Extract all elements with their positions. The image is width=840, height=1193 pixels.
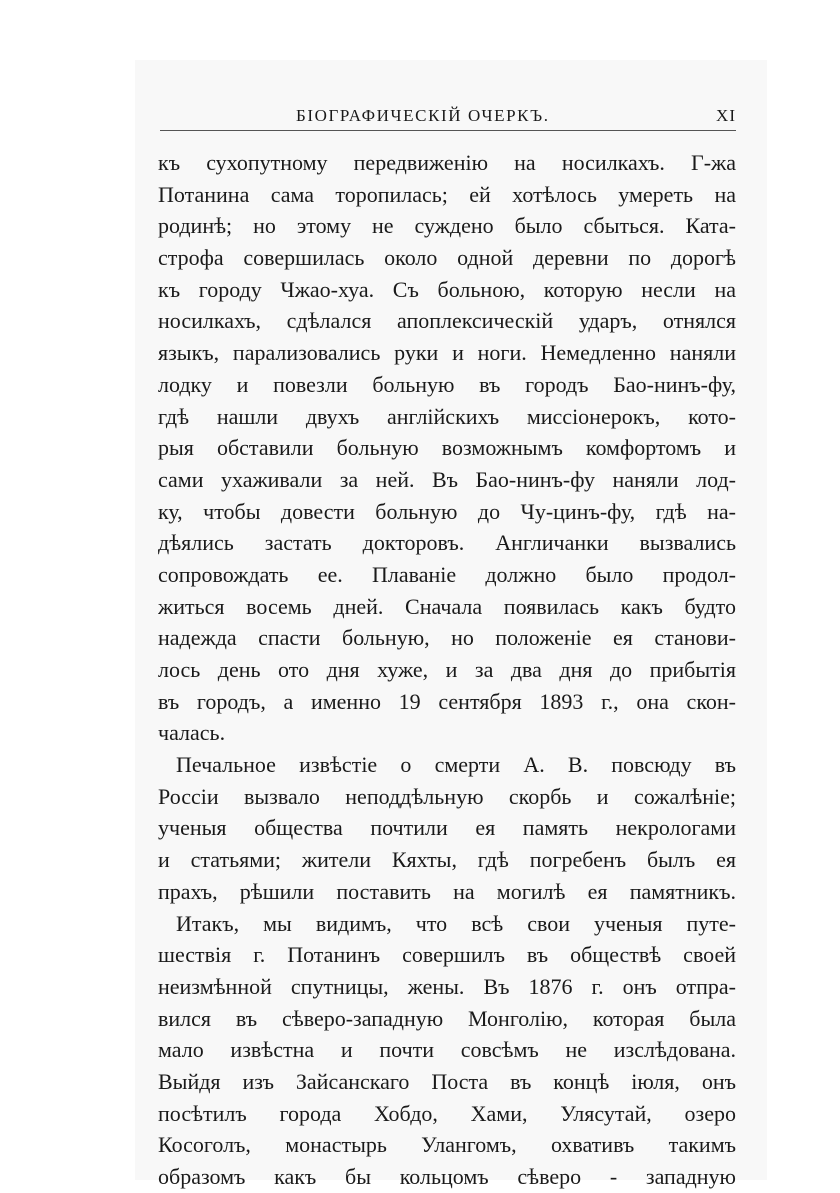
text-line: въ городъ, а именно 19 сентября 1893 г., она скон-	[158, 688, 736, 714]
text-line: надежда спасти больную, но положеніе ея станови-	[158, 625, 736, 651]
text-line: и статьями; жители Кяхты, гдѣ погребенъ былъ ея	[158, 847, 736, 873]
text-line: прахъ, рѣшили поставить на могилѣ ея памятникъ.	[158, 878, 736, 904]
text-line: вился въ сѣверо-западную Монголію, которая была	[158, 1005, 736, 1031]
text-line: лось день ото дня хуже, и за два дня до прибытія	[158, 657, 736, 682]
paragraph-2	[158, 749, 736, 907]
running-title: БІОГРАФИЧЕСКІЙ ОЧЕРКЪ.	[296, 106, 550, 125]
text-line: сами ухаживали за ней. Въ Бао-нинъ-фу наняли лод-	[158, 466, 736, 492]
text-line: строфа совершилась около одной деревни по дорогѣ	[158, 245, 736, 271]
text-line: сопровождать ее. Плаваніе должно было продол-	[158, 561, 736, 587]
text-line: лодку и повезли больную въ городъ Бао-нинъ-фу,	[158, 371, 736, 397]
running-header	[158, 106, 738, 132]
text-line: мало извѣстна и почти совсѣмъ не изслѣдована.	[158, 1037, 736, 1063]
text-line: Итакъ, мы видимъ, что всѣ свои ученыя путе-	[176, 910, 736, 936]
text-line: къ сухопутному передвиженію на носилкахъ. Г-жа	[158, 150, 736, 175]
text-line: рыя обставили больную возможнымъ комфортомъ и	[158, 435, 736, 461]
body-text	[158, 147, 736, 1193]
text-line: ученыя общества почтили ея память некрологами	[158, 815, 736, 841]
text-line: языкъ, парализовались руки и ноги. Немедленно наняли	[158, 340, 736, 366]
page-number: XI	[716, 106, 736, 125]
text-line: неизмѣнной спутницы, жены. Въ 1876 г. онъ отпра-	[158, 973, 736, 999]
paragraph-3	[158, 908, 736, 1193]
text-line: образомъ какъ бы кольцомъ сѣверо - западную	[158, 1164, 736, 1189]
text-line: житься восемь дней. Сначала появилась какъ будто	[158, 593, 736, 619]
text-line: Выйдя изъ Зайсанскаго Поста въ концѣ іюля, онъ	[158, 1068, 736, 1094]
text-line: носилкахъ, сдѣлался апоплексическій ударъ, отнялся	[158, 308, 736, 334]
text-line: къ городу Чжао-хуа. Съ больною, которую несли на	[158, 276, 736, 302]
text-line: шествія г. Потанинъ совершилъ въ обществѣ своей	[158, 942, 736, 968]
text-line: Потанина сама торопилась; ей хотѣлось умереть на	[158, 181, 736, 207]
text-line: дѣялись застать докторовъ. Англичанки вызвались	[158, 530, 736, 556]
text-line: чалась.	[158, 720, 226, 746]
text-line: гдѣ нашли двухъ англійскихъ миссіонерокъ, кото-	[158, 403, 736, 429]
paragraph-1	[158, 147, 736, 749]
text-line: родинѣ; но этому не суждено было сбыться. Ката-	[158, 213, 736, 239]
text-line: ку, чтобы довести больную до Чу-цинъ-фу, гдѣ на-	[158, 498, 736, 524]
text-line: посѣтилъ города Хобдо, Хами, Улясутай, озеро	[158, 1100, 736, 1126]
text-line: Печальное извѣстіе о смерти А. В. повсюду въ	[176, 752, 736, 778]
header-rule	[160, 130, 736, 131]
text-line: Россіи вызвало неподдѣльную скорбь и сожалѣніе;	[158, 783, 736, 809]
text-line: Косоголъ, монастырь Улангомъ, охвативъ такимъ	[158, 1132, 736, 1158]
